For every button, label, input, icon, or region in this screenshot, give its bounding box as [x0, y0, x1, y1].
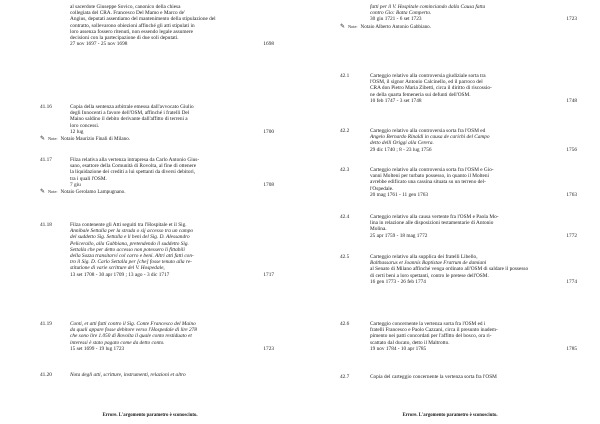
entry-41-16 — [40, 104, 274, 142]
entry-date: 10 feb 1747 - 3 set 1748 — [370, 97, 422, 104]
entry-42-3 — [340, 167, 577, 198]
entry-text-line: fatti per il V. Hospitale cominciando dalla Causa fatta — [370, 4, 486, 10]
entry-41-19 — [40, 321, 274, 352]
entry-date: 20 mag 1761 - 11 gen 1763 — [370, 191, 429, 198]
entry-date: 7 giu — [70, 181, 81, 188]
entry-42-6 — [340, 321, 577, 352]
entry-date-row — [370, 279, 577, 285]
note-text: Notaio Maurizio Finali di Milano. — [60, 136, 131, 142]
entry-number: 42.7 — [340, 374, 350, 380]
entry-text-line: Filza relativa alla vertenza intrapresa da Carlo Antonio Gius- — [70, 157, 200, 163]
entry-year: 1756 — [566, 146, 577, 153]
entry-text-line: pimento nei patti concordati per l'affitto del bosco, ora ri- — [370, 333, 492, 340]
entry-text-line: Maino saldino il debito derivante dall'affitto di terreni a — [70, 116, 188, 123]
entry-note — [40, 189, 274, 195]
left-column — [40, 4, 274, 47]
entry-number: 41.16 — [40, 104, 52, 110]
entry-date-row — [370, 346, 577, 352]
pen-icon: ✎ — [340, 23, 346, 30]
entry-text-line: Filza contenente gli Atti seguiti tra l'Hospitale et il Sig. — [70, 222, 187, 228]
entry-text-line: Carteggio relativo alla controversia sorta fra l'OSM ed — [370, 128, 486, 134]
entry-text-line: degli Innocenti a favore dell'OSM, affinché i fratelli Del — [70, 110, 190, 117]
entry-year: 1700 — [263, 128, 274, 135]
entry-text-line: Balthassarus et Joannis Baptistae Fratrum de damiani — [370, 260, 487, 267]
pen-icon: ✎ — [40, 136, 46, 142]
entry-text-line: Angius, deputati assentiamo del mantenimento della stipulazione del — [70, 16, 216, 23]
entry-text-line: Nota degli atti, scritture, instrumenti, relazioni et altro — [70, 372, 186, 378]
entry-date-row — [370, 147, 577, 153]
entry-text-line: loro assenza fossero ritenuti, non essendo legale assumere — [70, 28, 193, 35]
entry-42-5 — [340, 254, 577, 285]
entry-text-line: Carteggio relativo alla supplica dei fratelli Libello, — [370, 254, 478, 260]
entry-note — [340, 24, 577, 30]
note-text: Notaio Alberto Antonio Gabbiano. — [360, 23, 432, 30]
entry-text-line: lina in relazione alle disposizioni testamentarie di Antonio — [370, 220, 494, 227]
entry-text-line: Settalla che per detto accesso non potessero li fittabili — [70, 246, 185, 253]
entry-42-4 — [340, 214, 577, 239]
note-label: Note: — [48, 189, 58, 194]
entry-42-2 — [340, 128, 577, 153]
entry-text-line: al sacerdote Giuseppe Sovico, canonico della chiesa — [70, 4, 181, 10]
entry-text-line: contro Gio: Batta Comperto. — [370, 10, 432, 17]
entry-date: 27 nov 1697 - 25 nov 1698 — [70, 41, 128, 48]
entry-text-line: Conti, et atti fatti contro il Sig. Conte Francesco del Maino — [70, 321, 196, 327]
entry-text-line: ne della quarta femeneria sui defunti dell'OSM. — [370, 91, 471, 98]
entry-number: 42.4 — [340, 214, 350, 220]
entry-41-18 — [40, 222, 274, 278]
entry-date-row — [70, 346, 274, 352]
page-footer: Errore. L'argomento parametro è sconosciuto. — [402, 413, 498, 418]
entry-number: 42.3 — [340, 167, 350, 173]
entry-text-line: vanni Molteni per turbato possesso, in quanto il Molteni — [370, 173, 490, 180]
entry-year: 1772 — [566, 232, 577, 239]
entry-year: 1748 — [566, 97, 577, 104]
entry-date-row — [70, 182, 274, 188]
entry-text-line: sano, esattore della Comunità di Rovolta, al fine di ottenere — [70, 163, 197, 170]
entry-text-line: contratto, sollevarono obiezioni affinché gli atti stipulati in — [70, 22, 195, 29]
entry-text-line: decisioni con la partecipazione di due soli deputati. — [70, 35, 179, 42]
entry-date: 12 lug — [70, 128, 84, 135]
entry-text-line: Carteggio relativo alla controversia sorta fra l'OSM e Gio- — [370, 167, 494, 173]
entry-text-line: scattato dal ducato, detto il Maltrotto. — [370, 339, 450, 346]
entry-text-line: Copia della sentenza arbitrale emessa dall'avvocato Giulio — [70, 104, 194, 110]
entry-date-row — [70, 272, 274, 278]
entry-date: 25 apr 1759 - 18 mag 1772 — [370, 232, 428, 239]
entry-year: 1763 — [566, 191, 577, 198]
entry-text-line: la liquidazione dei crediti a lui spettanti da diversi debitori, — [70, 169, 196, 176]
entry-date: 16 gen 1773 - 26 feb 1774 — [370, 278, 426, 285]
entry-text-line: interessi è stato pagato come da detto conto. — [70, 339, 165, 346]
entry-number: 41.19 — [40, 321, 52, 327]
entry-date-row — [370, 98, 577, 104]
entry-year: 1717 — [263, 271, 274, 278]
entry-date-row — [70, 129, 274, 135]
entry-text-line: stitutione di varie scritture del V. Hospedale, — [70, 265, 165, 272]
entry-text-line: che sono lire 1.050 di Rovolta il quale conto restiduato et — [70, 333, 192, 340]
entry-text-line: Molina. — [370, 226, 387, 233]
entry-text-line: della Sozza transitarvi col carro e beni. Altri atti fatti con- — [70, 253, 194, 260]
page-footer: Errore. L'argomento parametro è sconosciuto. — [102, 413, 198, 418]
entry-text-line: Angelo Bernardo Rinaldi in causa de carichi del Campo — [370, 134, 490, 141]
entry-date-row — [70, 41, 274, 47]
entry-42-1 — [340, 73, 577, 104]
entry-year: 1723 — [566, 16, 577, 23]
entry-date: 19 nov 1784 - 10 apr 1785 — [370, 345, 427, 352]
entry-text-line: loro concessi. — [70, 122, 100, 129]
pen-icon: ✎ — [40, 189, 46, 195]
entry-year: 1708 — [263, 181, 274, 188]
entry-year: 1698 — [263, 41, 274, 48]
entry-text-line: Annibale Settalla per la strada o sij accesso tra un campo — [70, 228, 193, 235]
entry-number: 42.1 — [340, 73, 350, 79]
entry-number: 42.2 — [340, 128, 350, 134]
note-label: Note: — [48, 136, 58, 141]
entry-text-line: tra i quali l'OSM. — [70, 175, 107, 182]
entry-year: 1723 — [263, 345, 274, 352]
entry-text-line: collegiata del CRA. Francesco Del Mamo e Marco de' — [70, 10, 185, 17]
entry-text-line: CRA don Pietro Maria Zibetti, circa il diritto di riscossio- — [370, 85, 492, 92]
entry-date-row — [370, 233, 577, 239]
entry-text-line: Carteggio concernente la vertenza sorta fra l'OSM ed i — [370, 321, 486, 327]
entry-42-7 — [340, 374, 577, 380]
entry-42-0-continued — [340, 4, 577, 30]
entry-number: 41.17 — [40, 157, 52, 163]
entry-text-line: Copia del carteggio concernente la vertenza sorta fra l'OSM — [370, 374, 497, 380]
entry-number: 42.6 — [340, 321, 350, 327]
entry-text-line: Pelicerallo, alla Gabbiana, pretendendo il suddetto Sig. — [70, 240, 189, 247]
entry-41-20 — [40, 372, 274, 378]
entry-text-line: Carteggio relativo alla controversia giudiziale sorta tra — [370, 73, 486, 79]
entry-text-line: detto delli Origgi alla Cerera. — [370, 140, 434, 147]
entry-text-line: l'Ospedale. — [370, 185, 394, 192]
entry-number: 41.20 — [40, 372, 52, 378]
entry-text-line: avrebbe edificato una cassina situata su un terreno del- — [370, 179, 486, 186]
right-page — [300, 0, 600, 424]
entry-text-line: di certi beni a loro spettanti, contro le pretese dell'OSM. — [370, 272, 489, 279]
entry-41-15-continued — [40, 4, 274, 47]
entry-date-row — [370, 16, 577, 22]
entry-year: 1785 — [566, 345, 577, 352]
entry-note — [40, 136, 274, 142]
entry-text-line: del suddetto Sig. Settalla e li beni del Sig. D. Alessandro — [70, 234, 190, 241]
entry-text-line: Carteggio relativo alla causa vertente fra l'OSM e Paola Mo- — [370, 214, 499, 220]
entry-date: 15 set 1699 - 19 lug 1723 — [70, 345, 125, 352]
note-label: Note: — [348, 23, 358, 29]
entry-date: 29 dic 1740 ; 8 - 23 lug 1756 — [370, 146, 432, 153]
entry-text-line: da quali appare fosse debitore verso l'Hospedale di lire 278 — [70, 327, 197, 334]
entry-date: 13 set 1708 - 30 apr 1709 ; 13 ago - 3 dic 1717 — [70, 271, 170, 278]
note-text: Notaio Gerolamo Lampugnano. — [60, 189, 126, 195]
entry-41-17 — [40, 157, 274, 195]
entry-text-line: tro il Sig. D. Carlo Settalla per [che] fosse tenuto alla re- — [70, 259, 192, 266]
entry-number: 41.18 — [40, 222, 52, 228]
entry-year: 1774 — [566, 278, 577, 285]
entry-text-line: al Senato di Milano affinché venga ordinato all'OSM di saldare il possesso — [370, 266, 529, 273]
entry-date-row — [370, 192, 577, 198]
entry-date: 30 giu 1721 - 6 set 1723 — [370, 16, 422, 23]
entry-number: 42.5 — [340, 254, 350, 260]
entry-text-line: l'OSM, il signor Antonio Calcinello, ed il parroco del — [370, 79, 483, 86]
entry-text-line: fratelli Francesco e Paolo Cazzani, circa il presunto inadem- — [370, 327, 498, 334]
